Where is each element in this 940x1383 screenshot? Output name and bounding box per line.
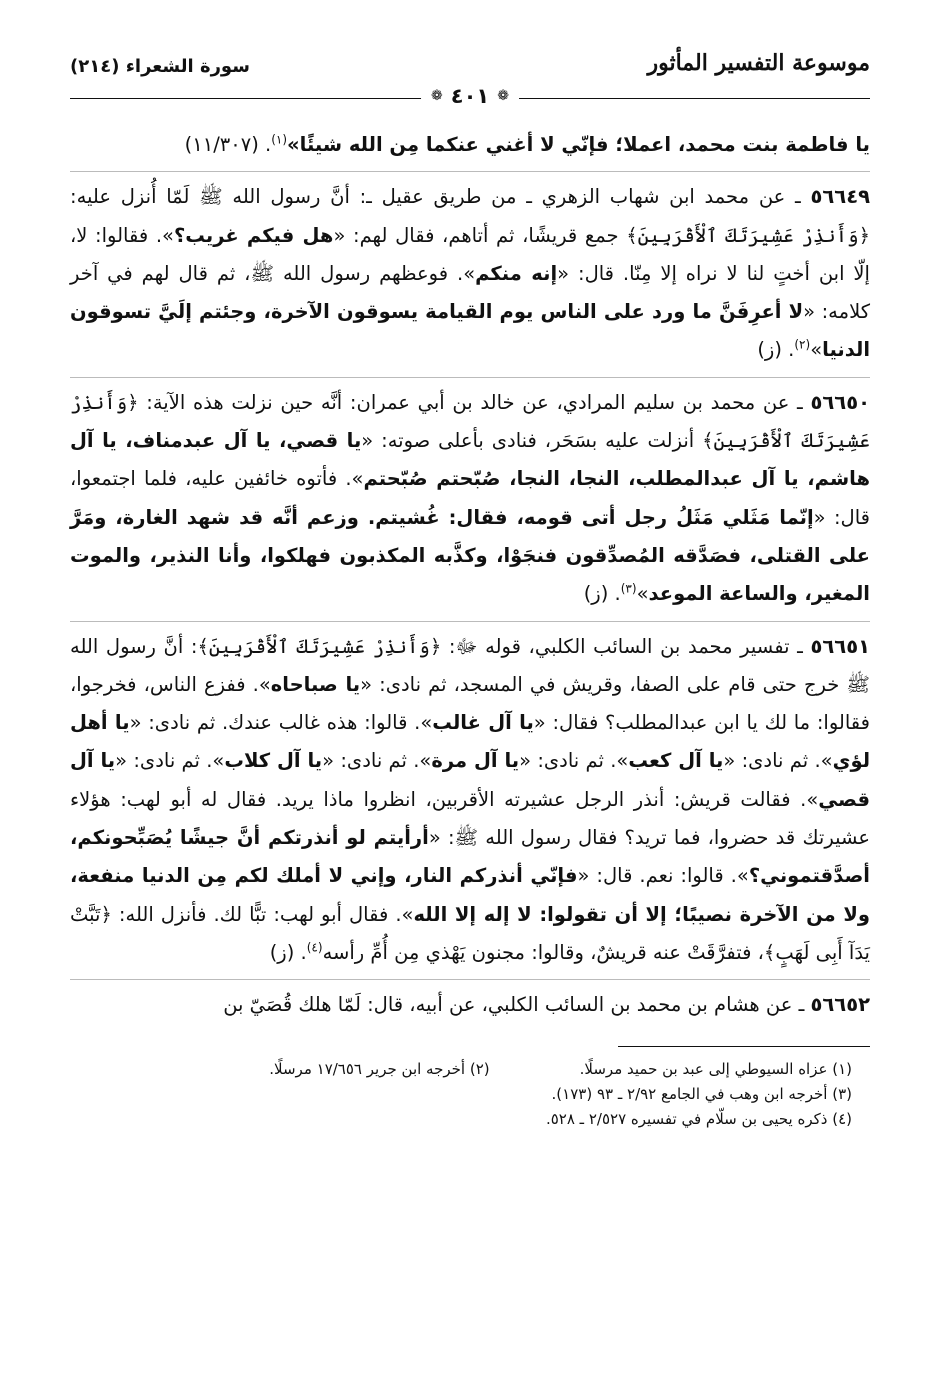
- text-span: ـ تفسير محمد بن السائب الكلبي، قوله ﷻ:: [441, 634, 811, 658]
- text-span: ». فقالت قريش: أنذر الرجل عشيرته الأقربين، انظروا ماذا يريد. فقال له أبو لهب: هؤلاء عشيرتك قد حضروا، فما تريد؟ فقال رسول الله ﷺ: «: [70, 787, 870, 850]
- entry-number: ٥٦٦٥٢: [810, 993, 870, 1017]
- text-span: ـ عن محمد بن سليم المرادي، عن خالد بن أبي عمران: أنَّه حين نزلت هذه الآية:: [138, 390, 811, 414]
- footnote-ref: (١): [271, 132, 288, 147]
- entry-number: ٥٦٦٥٠: [810, 390, 870, 414]
- quran-verse: ﴿وَأَنذِرْ عَشِيرَتَكَ ٱلْأَقْرَبِينَ﴾: [197, 634, 442, 658]
- hadith-quote: لا أعرِفَنَّ ما ورد على الناس يوم القيامة يسوقون الآخرة، وجئتم إلَيَّ تسوقون الدنيا: [70, 300, 870, 362]
- hadith-quote: إنّما مَثَلي مَثَلُ رجل أتى قومه، فقال: غُشيتم. وزعم أنَّه قد شهد الغارة، ومَرَّ على القتلى، فصَدَّقه المُصدِّقون فنجَوْا، وكذَّبه المكذبون فهلكوا، وأنا النذير، والموت المغير، والساعة الموعد: [70, 505, 870, 606]
- hadith-quote: يا أهل لؤي: [70, 711, 871, 773]
- entry-56650: [70, 378, 870, 622]
- page-number-block: [421, 84, 519, 108]
- hadith-quote: فإنّي أنذركم النار، وإني لا أملك لكم مِن الدنيا منفعة، ولا من الآخرة نصيبًا؛ إلا أن تقولوا: لا إله إلا الله: [70, 864, 870, 926]
- text-span: ». ثم نادى: «: [115, 749, 225, 773]
- ornament-icon: ❁: [431, 88, 443, 104]
- footnote-row: [70, 1057, 852, 1082]
- quran-verse: ﴿وَأَنذِرْ عَشِيرَتَكَ ٱلْأَقْرَبِينَ﴾: [626, 223, 870, 247]
- source-ref: . (١١/٣٠٧): [184, 133, 272, 156]
- hadith-quote: يا آل كعب: [628, 749, 724, 773]
- page-number: ٤٠١: [450, 84, 490, 108]
- text-span: جمع قريشًا، ثم أتاهم، فقال لهم: «: [333, 223, 627, 247]
- hadith-quote: يا آل كلاب: [224, 749, 323, 773]
- text-span: ». فوعظهم رسول الله ﷺ، ثم قال لهم في آخر كلامه: «: [70, 261, 870, 324]
- page-header: [70, 46, 870, 120]
- entry-number: ٥٦٦٤٩: [810, 185, 870, 209]
- entry-56652: [70, 980, 870, 1031]
- hadith-quote: يا آل قصي: [70, 749, 870, 811]
- surah-title: سورة الشعراء (٢١٤): [70, 56, 250, 77]
- footnotes: [70, 1057, 870, 1132]
- page: [70, 46, 870, 1336]
- text-span: ». فقالوا: لا، إلّا ابن أختٍ لنا لا نراه إلا مِنّا. قال: «: [70, 223, 870, 285]
- book-title: موسوعة التفسير المأثور: [647, 50, 870, 76]
- hadith-quote: أرأيتم لو أنذرتكم أنَّ جيشًا يُصَبِّحونكم، أصدَّقتموني؟: [70, 826, 870, 888]
- hadith-quote: هل فيكم غريب؟: [173, 223, 334, 247]
- text-span: »: [636, 582, 649, 606]
- footnote-2: (٢) أخرجه ابن جرير ١٧/٦٥٦ مرسلًا.: [269, 1059, 490, 1078]
- entry-56649: [70, 172, 870, 377]
- footnote-3: (٣) أخرجه ابن وهب في الجامع ٢/٩٢ ـ ٩٣ (١٧٣).: [551, 1084, 852, 1103]
- text-span: ـ عن هشام بن محمد بن السائب الكلبي، عن أبيه، قال: لَمّا هلك قُصَيّ بن: [223, 993, 811, 1017]
- text-span: ـ عن محمد ابن شهاب الزهري ـ من طريق عقيل ـ: أنَّ رسول الله ﷺ لَمّا أُنزل عليه:: [70, 185, 811, 209]
- source-ref: . (ز): [757, 338, 795, 362]
- main-text: [70, 120, 870, 1032]
- quran-verse: ﴿وَأَنذِرْ عَشِيرَتَكَ ٱلْأَقْرَبِينَ﴾: [70, 390, 871, 453]
- text-span: »: [810, 338, 823, 362]
- ornament-icon: ❁: [497, 88, 509, 104]
- text-span: : أنَّ رسول الله ﷺ خرج حتى قام على الصفا، وقريش في المسجد، ثم نادى: «: [70, 634, 870, 696]
- source-ref: . (ز): [583, 582, 621, 606]
- text-span: ». ثم نادى: «: [723, 749, 833, 773]
- hadith-quote: يا آل مرة: [431, 749, 520, 773]
- text-span: ». فقال أبو لهب: تبًّا لك. فأنزل الله:: [111, 902, 414, 926]
- hadith-quote: يا قصي، يا آل عبدمناف، يا آل هاشم، يا آل عبدالمطلب، النجا، النجا، صُبّحتم صُبّحتم: [70, 429, 870, 491]
- text-span: ». ثم نادى: «: [322, 749, 432, 773]
- footnote-1: (١) عزاه السيوطي إلى عبد بن حميد مرسلًا.: [579, 1059, 852, 1078]
- text-span: ». ففزع الناس، فخرجوا، فقالوا: ما لك يا ابن عبدالمطلب؟ فقال: «: [70, 672, 870, 735]
- footnote-ref: (٤): [306, 940, 323, 955]
- hadith-quote: يا فاطمة بنت محمد، اعملا؛ فإنّي لا أغني عنكما مِن الله شيئًا»: [287, 133, 870, 156]
- hadith-quote: إنه منكم: [475, 261, 558, 285]
- text-span: أنزلت عليه بسَحَر، فنادى بأعلى صوته: «: [361, 429, 703, 453]
- hadith-quote: يا آل غالب: [432, 711, 534, 735]
- footnote-divider: [618, 1046, 870, 1047]
- entry-56651: [70, 622, 870, 981]
- text-span: ». قالوا: نعم. قال: «: [577, 864, 749, 888]
- source-ref: . (ز): [269, 940, 307, 964]
- text-span: ، فتفرَّقَتْ عنه قريشٌ، وقالوا: مجنون يَهْذي مِن أُمِّ رأسه: [322, 940, 764, 964]
- footnote-ref: (٣): [620, 581, 637, 596]
- hadith-quote: يا صباحاه: [270, 672, 361, 696]
- text-span: ». فأتوه خائفين عليه، فلما اجتمعوا، قال: «: [70, 467, 870, 529]
- text-span: ». قالوا: هذه غالب عندك. ثم نادى: «: [129, 711, 433, 735]
- footnote-4: (٤) ذكره يحيى بن سلّام في تفسيره ٢/٥٢٧ ـ ٥٢٨.: [545, 1109, 852, 1128]
- footnote-ref: (٢): [794, 337, 811, 352]
- entry-number: ٥٦٦٥١: [810, 634, 870, 658]
- quran-verse: ﴿تَبَّتْ يَدَآ أَبِى لَهَبٍ﴾: [70, 902, 870, 964]
- opening-line: [70, 120, 870, 172]
- text-span: ». ثم نادى: «: [519, 749, 629, 773]
